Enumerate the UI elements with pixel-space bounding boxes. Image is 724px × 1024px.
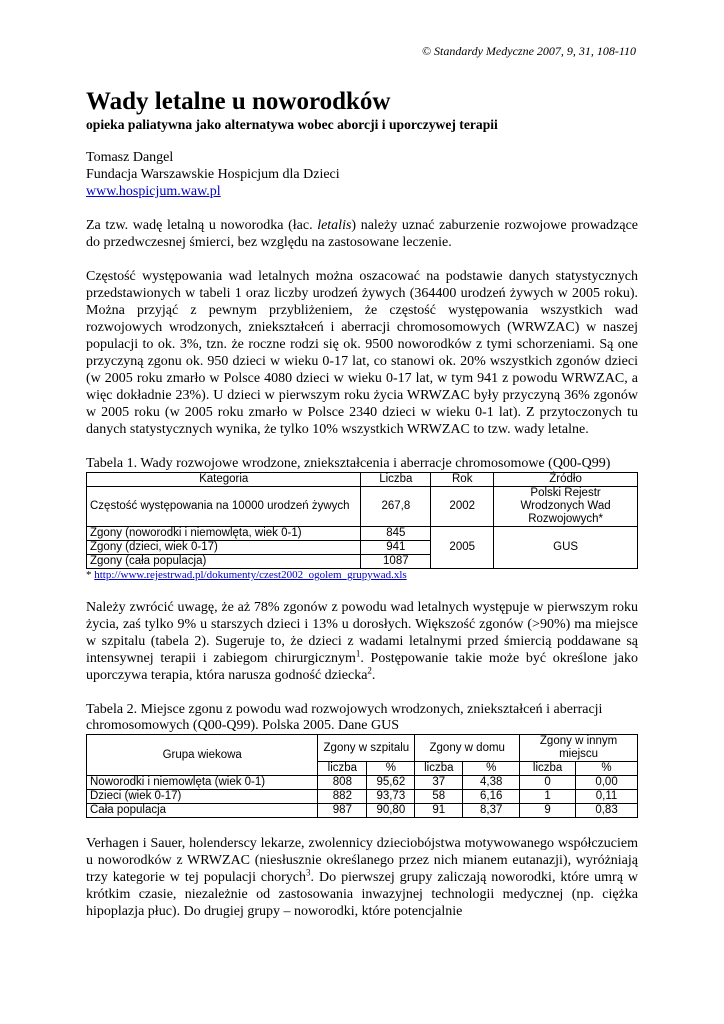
table-cell: Dzieci (wiek 0-17) (87, 790, 318, 804)
table-header-row (87, 735, 638, 762)
table-row (87, 487, 638, 527)
table-cell: 845 (361, 527, 431, 541)
table-cell: 1 (520, 790, 576, 804)
journal-citation: © Standardy Medyczne 2007, 9, 31, 108-110 (421, 44, 636, 58)
author-name: Tomasz Dangel (86, 150, 174, 165)
paragraph-statistics: Częstość występowania wad letalnych można oszacować na podstawie danych statystycznych przedstawionych w tabeli 1 oraz liczby urodzeń żywych (364400 urodzeń żywych w 2005 roku). Można przyjąć z pewnym przybliżeniem, że częstość występowania wszystkich wad rozwojowych wrodzonych, zniekształceń i aberracji chromosomowych (WRWZAC) w naszej populacji to ok. 3%, tzn. że roczne rodzi się ok. 9500 noworodków z tymi schorzeniami. Są one przyczyną zgonu ok. 950 dzieci w wieku 0-17 lat, co stanowi ok. 20% wszystkich zgonów dzieci (w 2005 roku zmarło w Polsce 4080 dzieci w wieku 0-17 lat, w tym 941 z powodu WRWZAC, a więc dokładnie 23%). U dzieci w pierwszym roku życia WRWZAC były przyczyną 36% zgonów w 2005 roku (w 2005 roku zmarło w Polsce 2340 dzieci w wieku 0-1 lat). Z przytoczonych tu danych statystycznych wynika, że tylko 10% wszystkich WRWZAC to tzw. wady letalne. (86, 269, 638, 437)
table2-subheader: % (463, 762, 520, 776)
table-cell: Zgony (cała populacja) (87, 555, 361, 569)
table2-subheader: % (367, 762, 415, 776)
table-cell: Polski Rejestr Wrodzonych Wad Rozwojowych* (494, 487, 638, 527)
table-cell: 95,62 (367, 776, 415, 790)
author-block (86, 149, 638, 200)
table1-caption: Tabela 1. Wady rozwojowe wrodzone, zniekształcenia i aberracje chromosomowe (Q00-Q99) (86, 456, 611, 471)
table-cell: 1087 (361, 555, 431, 569)
article-body (86, 88, 638, 920)
table-row (87, 527, 638, 541)
table2-caption: Tabela 2. Miejsce zgonu z powodu wad rozwojowych wrodzonych, zniekształceń i aberracji chromosomowych (Q00-Q99). Polska 2005. Dane GUS (86, 702, 603, 733)
table-cell: 4,38 (463, 776, 520, 790)
table2-header-group: Grupa wiekowa (87, 735, 318, 776)
table-cell: 37 (415, 776, 463, 790)
table-cell: 0,00 (576, 776, 638, 790)
table1 (86, 472, 638, 569)
paragraph-definition: Za tzw. wadę letalną u noworodka (łac. letalis) należy uznać zaburzenie rozwojowe prowadzące do przedwczesnej śmierci, bez względu na zastosowane leczenie. (86, 218, 638, 250)
registry-link[interactable]: http://www.rejestrwad.pl/dokumenty/czest2002_ogolem_grupywad.xls (94, 569, 407, 581)
table1-header-year: Rok (431, 473, 494, 487)
table-cell: Noworodki i niemowlęta (wiek 0-1) (87, 776, 318, 790)
author-website-link[interactable]: www.hospicjum.waw.pl (86, 184, 221, 199)
table-cell: 987 (318, 804, 367, 818)
table1-header-category: Kategoria (87, 473, 361, 487)
table2-subheader: liczba (415, 762, 463, 776)
table-cell: 2002 (431, 487, 494, 527)
table-cell: 8,37 (463, 804, 520, 818)
table-cell: 6,16 (463, 790, 520, 804)
table1-header-source: Źródło (494, 473, 638, 487)
table2-header-hospital: Zgony w szpitalu (318, 735, 415, 762)
table-cell: 941 (361, 541, 431, 555)
table-cell: GUS (494, 527, 638, 569)
table-row (87, 804, 638, 818)
table2-header-other: Zgony w innym miejscu (520, 735, 638, 762)
table-cell: 9 (520, 804, 576, 818)
reference-mark: 3 (306, 867, 311, 878)
author-organization: Fundacja Warszawskie Hospicjum dla Dzieci (86, 167, 340, 182)
table2-subheader: % (576, 762, 638, 776)
table-header-row (87, 473, 638, 487)
reference-mark: 2 (367, 665, 372, 676)
table2 (86, 734, 638, 818)
table-cell: 882 (318, 790, 367, 804)
table-cell: Cała populacja (87, 804, 318, 818)
table2-header-home: Zgony w domu (415, 735, 520, 762)
table-row (87, 790, 638, 804)
table1-footnote: * http://www.rejestrwad.pl/dokumenty/czest2002_ogolem_grupywad.xls (86, 569, 407, 581)
table-cell: 267,8 (361, 487, 431, 527)
article-subtitle: opieka paliatywna jako alternatywa wobec aborcji i uporczywej terapii (86, 117, 498, 132)
table-cell: Zgony (noworodki i niemowlęta, wiek 0-1) (87, 527, 361, 541)
paragraph-death-location: Należy zwrócić uwagę, że aż 78% zgonów z powodu wad letalnych występuje w pierwszym roku życia, zaś tylko 9% u starszych dzieci i 13% u dorosłych. Większość zgonów (>90%) ma miejsce w szpitalu (tabela 2). Sugeruje to, że dzieci z wadami letalnymi przed śmiercią poddawane są intensywnej terapii i zabiegom chirurgicznym$^1$. Postępowanie takie może być określone jako uporczywa terapia, która narusza godność dziecka$^2$. (86, 600, 639, 683)
table-cell: 2005 (431, 527, 494, 569)
reference-mark: 1 (355, 648, 361, 659)
table-cell: 93,73 (367, 790, 415, 804)
table-row (87, 776, 638, 790)
table-cell: 91 (415, 804, 463, 818)
table-cell: Częstość występowania na 10000 urodzeń żywych (87, 487, 361, 527)
table2-subheader: liczba (318, 762, 367, 776)
table-cell: 90,80 (367, 804, 415, 818)
table-cell: 58 (415, 790, 463, 804)
table1-header-count: Liczba (361, 473, 431, 487)
table-cell: 0,11 (576, 790, 638, 804)
latin-term: letalis (317, 218, 352, 233)
table2-subheader: liczba (520, 762, 576, 776)
table-cell: 0 (520, 776, 576, 790)
table-cell: Zgony (dzieci, wiek 0-17) (87, 541, 361, 555)
article-title: Wady letalne u noworodków (86, 88, 391, 115)
table-cell: 0,83 (576, 804, 638, 818)
paragraph-categories: Verhagen i Sauer, holenderscy lekarze, zwolennicy dzieciobójstwa motywowanego współczuciem u noworodków z WRWZAC (niesłusznie określanego przez nich mianem eutanazji), wyróżniają trzy kategorie w tej populacji chorych$^3$. Do pierwszej grupy zaliczają noworodki, które umrą w krótkim czasie, niezależnie od zastosowania inwazyjnej technologii medycznej (np. ciężka hipoplazja płuc). Do drugiej grupy – noworodki, które potencjalnie (86, 836, 639, 919)
table-cell: 808 (318, 776, 367, 790)
